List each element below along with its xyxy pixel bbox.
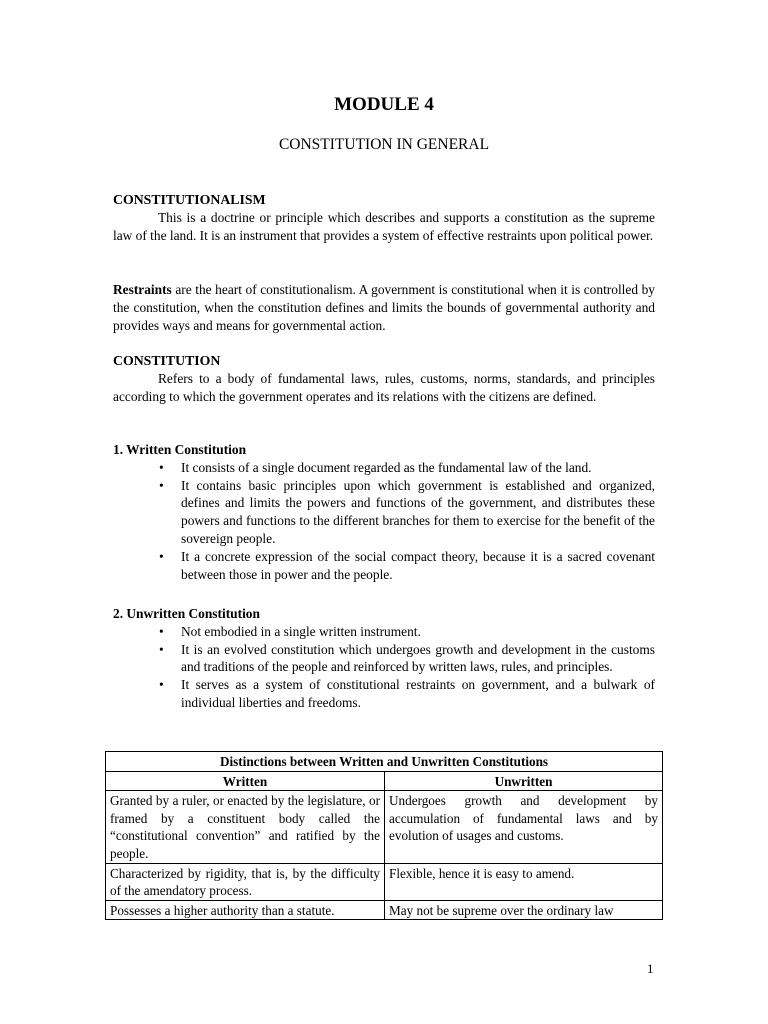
table-cell-unwritten: Undergoes growth and development by accumulation of fundamental laws and by evolution of usages and customs. xyxy=(385,791,663,863)
constitution-section xyxy=(113,352,655,405)
written-constitution-section xyxy=(113,441,655,583)
unwritten-constitution-section xyxy=(113,605,655,712)
bullet-icon: • xyxy=(159,548,164,564)
bullet-icon: • xyxy=(159,623,164,639)
table-caption: Distinctions between Written and Unwritten Constitutions xyxy=(106,752,663,772)
constitutionalism-heading: CONSTITUTIONALISM xyxy=(113,192,266,207)
table-row xyxy=(106,863,663,900)
unwritten-constitution-heading: 2. Unwritten Constitution xyxy=(113,606,260,621)
table-cell-written: Characterized by rigidity, that is, by the difficulty of the amendatory process. xyxy=(106,863,385,900)
bullet-icon: • xyxy=(159,641,164,657)
bullet-icon: • xyxy=(159,477,164,493)
restraints-term: Restraints xyxy=(113,282,172,297)
page-number: 1 xyxy=(647,961,654,976)
unwritten-constitution-list xyxy=(113,623,655,712)
written-constitution-list xyxy=(113,459,655,584)
constitutionalism-section xyxy=(113,191,655,244)
list-item: • It consists of a single document regarded as the fundamental law of the land. xyxy=(159,459,592,475)
constitution-heading: CONSTITUTION xyxy=(113,353,221,368)
table-cell-unwritten: Flexible, hence it is easy to amend. xyxy=(385,863,663,900)
table-header-row xyxy=(106,771,663,791)
restraints-text: are the heart of constitutionalism. A government is constitutional when it is controlled by the constitution, when the constitution defines and limits the bounds of governmental authority and provides ways and means for governmental action. xyxy=(113,282,655,333)
column-header-unwritten: Unwritten xyxy=(385,771,663,791)
column-header-written: Written xyxy=(106,771,385,791)
table-cell-unwritten: May not be supreme over the ordinary law xyxy=(385,900,663,920)
list-item: • It a concrete expression of the social compact theory, because it is a sacred covenant between those in power and the people. xyxy=(159,548,655,582)
module-title: MODULE 4 xyxy=(334,94,434,115)
list-item: • It is an evolved constitution which undergoes growth and development in the customs and traditions of the people and reinforced by written laws, rules, and principles. xyxy=(159,641,655,675)
table-cell-written: Granted by a ruler, or enacted by the legislature, or framed by a constituent body called the “constitutional convention” and ratified by the people. xyxy=(106,791,385,863)
constitutionalism-paragraph: This is a doctrine or principle which describes and supports a constitution as the supreme law of the land. It is an instrument that provides a system of effective restraints upon political power. xyxy=(113,209,655,243)
list-item: • It contains basic principles upon which government is established and organized, defines and limits the powers and functions of the government, and distributes these powers and functions to the different branches for them to exercise for the benefit of the sovereign people. xyxy=(159,477,655,546)
list-item: • Not embodied in a single written instrument. xyxy=(159,623,421,639)
table-row xyxy=(106,900,663,920)
constitution-paragraph: Refers to a body of fundamental laws, rules, customs, norms, standards, and principles according to which the government operates and its relations with the citizens are defined. xyxy=(113,370,655,404)
restraints-section xyxy=(113,281,655,334)
distinctions-table xyxy=(105,751,663,920)
table-cell-written: Possesses a higher authority than a statute. xyxy=(106,900,385,920)
written-constitution-heading: 1. Written Constitution xyxy=(113,442,247,457)
bullet-icon: • xyxy=(159,459,164,475)
document-title: CONSTITUTION IN GENERAL xyxy=(278,136,490,153)
bullet-icon: • xyxy=(159,677,164,693)
table-row xyxy=(106,791,663,863)
list-item: • It serves as a system of constitutional restraints on government, and a bulwark of individual liberties and freedoms. xyxy=(159,677,655,710)
table-caption-row xyxy=(106,752,663,772)
restraints-paragraph xyxy=(113,281,655,334)
